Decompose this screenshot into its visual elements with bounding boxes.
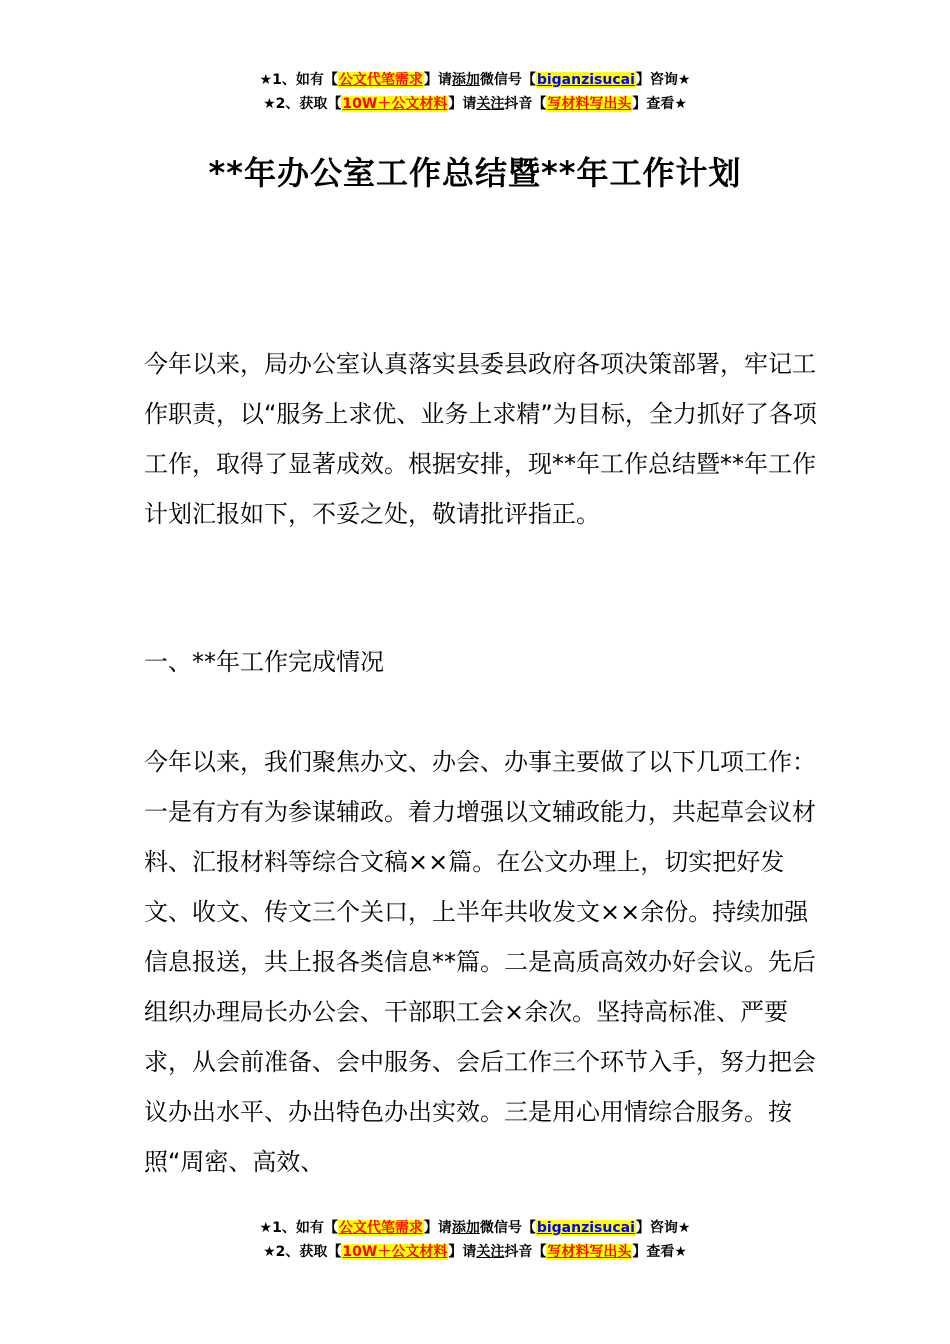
wechat-id-highlight: biganzisucai <box>536 1220 635 1236</box>
douyin-highlight: 写材料写出头 <box>547 1244 632 1260</box>
materials-highlight: 10W＋公文材料 <box>342 96 448 112</box>
service-highlight: 公文代笔需求 <box>338 1220 423 1236</box>
service-highlight: 公文代笔需求 <box>338 72 423 88</box>
banner-line-2: ★2、获取【10W＋公文材料】请关注抖音【写材料写出头】查看★ <box>263 96 687 112</box>
wechat-id-highlight: biganzisucai <box>536 72 635 88</box>
materials-highlight: 10W＋公文材料 <box>342 1244 448 1260</box>
banner-line-1: ★1、如有【公文代笔需求】请添加微信号【biganzisucai】咨询★ <box>259 1220 691 1236</box>
document-title: **年办公室工作总结暨**年工作计划 <box>208 154 742 192</box>
banner-line-1: ★1、如有【公文代笔需求】请添加微信号【biganzisucai】咨询★ <box>259 72 691 88</box>
section-heading: 一、**年工作完成情况 <box>144 648 384 676</box>
banner-line-2: ★2、获取【10W＋公文材料】请关注抖音【写材料写出头】查看★ <box>263 1244 687 1260</box>
footer-banner <box>0 1216 950 1264</box>
header-banner <box>0 68 950 116</box>
douyin-highlight: 写材料写出头 <box>547 96 632 112</box>
section-body-paragraph: 今年以来，我们聚焦办文、办会、办事主要做了以下几项工作：一是有方有为参谋辅政。着力增强以文辅政能力，共起草会议材料、汇报材料等综合文稿××篇。在公文办理上，切实把好发文、收文、传文三个关口，上半年共收发文××余份。持续加强信息报送，共上报各类信息**篇。二是高质高效办好会议。先后组织办理局长办公会、干部职工会×余次。坚持高标准、严要求，从会前准备、会中服务、会后工作三个环节入手，努力把会议办出水平、办出特色办出实效。三是用心用情综合服务。按照“周密、高效、 <box>144 748 816 1176</box>
intro-paragraph: 今年以来，局办公室认真落实县委县政府各项决策部署，牢记工作职责，以“服务上求优、业务上求精”为目标，全力抓好了各项工作，取得了显著成效。根据安排，现**年工作总结暨**年工作计划汇报如下，不妥之处，敬请批评指正。 <box>144 350 817 528</box>
